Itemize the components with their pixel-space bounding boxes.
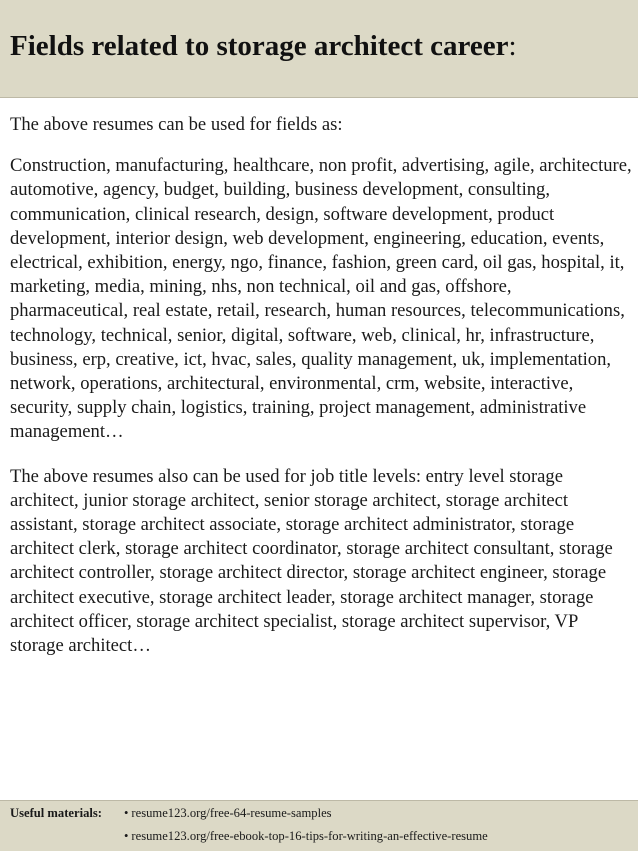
- fields-list-text: Construction, manufacturing, healthcare, non profit, advertising, agile, architecture, automotive, agency, budget, building, business development, consulting, communication, clinical research, design, software development, product development, interior design, web development, engineering, education, events, electrical, exhibition, energy, ngo, finance, fashion, green card, oil gas, hospital, it, marketing, media, mining, nhs, non technical, oil and gas, offshore, pharmaceutical, real estate, retail, research, human resources, telecommunications, technology, technical, senior, digital, software, web, clinical, hr, infrastructure, business, erp, creative, ict, hvac, sales, quality management, uk, implementation, network, operations, architectural, environmental, crm, website, interactive, security, supply chain, logistics, training, project management, administrative management…: [10, 155, 632, 443]
- bullet-icon: •: [124, 829, 129, 843]
- footer-band: [0, 800, 638, 851]
- header-divider: [0, 97, 638, 98]
- bullet-icon: •: [124, 806, 129, 820]
- footer-divider: [0, 800, 638, 801]
- page-title: [10, 28, 517, 64]
- footer-link-text: resume123.org/free-64-resume-samples: [131, 806, 332, 820]
- useful-materials-label-text: Useful materials: [10, 806, 98, 820]
- content-body: [10, 113, 632, 658]
- page-title-colon: :: [508, 30, 517, 62]
- job-levels-text: The above resumes also can be used for job title levels: entry level storage architect, junior storage architect, senior storage architect, storage architect assistant, storage architect associate, storage architect administrator, storage architect clerk, storage architect coordinator, storage architect consultant, storage architect controller, storage architect director, storage architect engineer, storage architect executive, storage architect leader, storage architect manager, storage architect officer, storage architect specialist, storage architect supervisor, VP storage architect…: [10, 465, 613, 657]
- useful-materials-label: [10, 806, 102, 821]
- page-title-text: Fields related to storage architect career: [10, 30, 509, 62]
- useful-materials-label-colon: :: [97, 806, 102, 820]
- intro-text: The above resumes can be used for fields as:: [10, 114, 343, 135]
- footer-link-ebook-tips[interactable]: [124, 829, 488, 844]
- footer-link-resume-samples[interactable]: [124, 806, 332, 821]
- header-band: [0, 0, 638, 97]
- footer-link-text: resume123.org/free-ebook-top-16-tips-for-writing-an-effective-resume: [131, 829, 488, 843]
